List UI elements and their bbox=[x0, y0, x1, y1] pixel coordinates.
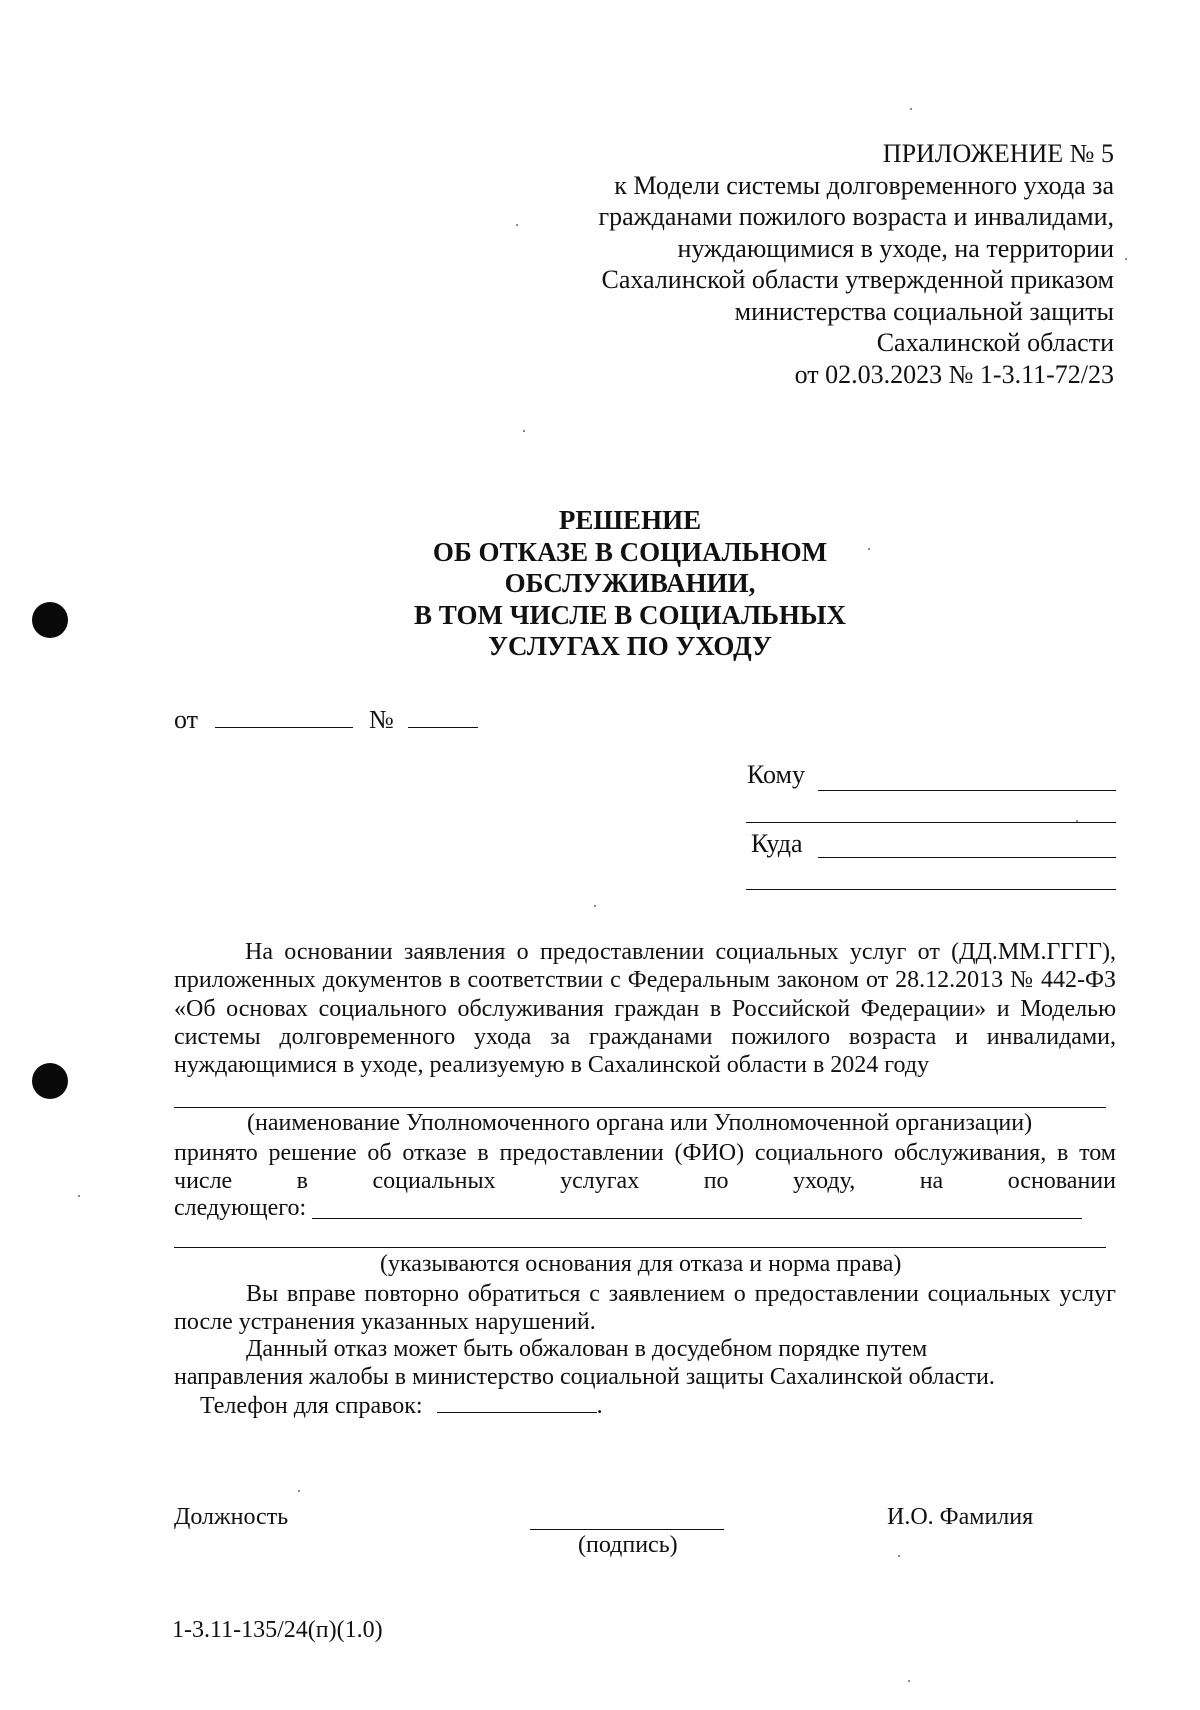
title-line: ОБСЛУЖИВАНИИ, bbox=[504, 568, 756, 598]
name-label: И.О. Фамилия bbox=[887, 1504, 1034, 1530]
phone-end: . bbox=[596, 1393, 603, 1419]
scan-speck bbox=[898, 1555, 900, 1557]
from-label: от bbox=[174, 705, 199, 734]
number-field[interactable] bbox=[408, 705, 478, 728]
signature-caption: (подпись) bbox=[578, 1532, 678, 1558]
to-label: Кому bbox=[747, 760, 806, 789]
number-label: № bbox=[369, 705, 394, 734]
repeat-paragraph-line: после устранения указанных нарушений. bbox=[174, 1309, 596, 1335]
authority-caption: (наименование Уполномоченного органа или Уполномоченной организации) bbox=[247, 1110, 1033, 1136]
where-field[interactable] bbox=[818, 857, 1116, 858]
title-line: РЕШЕНИЕ bbox=[558, 505, 702, 535]
basis-paragraph-line: системы долговременного ухода за гражданами пожилого возраста и инвалидами, bbox=[174, 1024, 1116, 1050]
where-field-line2[interactable] bbox=[746, 889, 1116, 890]
appendix-line: гражданами пожилого возраста и инвалидами, bbox=[598, 202, 1114, 231]
position-label: Должность bbox=[174, 1504, 289, 1530]
appendix-header bbox=[474, 138, 1114, 390]
punch-hole bbox=[32, 602, 68, 638]
appendix-line: ПРИЛОЖЕНИЕ № 5 bbox=[882, 139, 1114, 168]
scan-speck bbox=[910, 108, 912, 110]
phone-line bbox=[200, 1393, 603, 1420]
grounds-label: следующего: bbox=[174, 1195, 307, 1221]
basis-paragraph-line: На основании заявления о предоставлении социальных услуг от (ДД.ММ.ГГГГ), bbox=[245, 939, 1116, 965]
where-label: Куда bbox=[751, 829, 803, 858]
phone-field[interactable] bbox=[437, 1394, 597, 1413]
title-line: УСЛУГАХ ПО УХОДУ bbox=[488, 631, 772, 661]
scan-speck bbox=[298, 1490, 300, 1492]
document-code: 1-3.11-135/24(п)(1.0) bbox=[172, 1617, 383, 1643]
grounds-field[interactable] bbox=[312, 1218, 1082, 1219]
to-field[interactable] bbox=[818, 790, 1116, 791]
title-line: В ТОМ ЧИСЛЕ В СОЦИАЛЬНЫХ bbox=[414, 599, 846, 630]
grounds-caption: (указываются основания для отказа и норма права) bbox=[380, 1251, 902, 1277]
appendix-line: Сахалинской области утвержденной приказом bbox=[601, 265, 1114, 294]
decision-paragraph-line: числе в социальных услугах по уходу, на основании bbox=[174, 1168, 1116, 1194]
appeal-paragraph-line: Данный отказ может быть обжалован в досудебном порядке путем bbox=[246, 1336, 928, 1362]
appendix-line: от 02.03.2023 № 1-3.11-72/23 bbox=[794, 359, 1114, 389]
scan-speck bbox=[908, 1680, 910, 1682]
scan-speck bbox=[1125, 258, 1127, 260]
phone-label: Телефон для справок: bbox=[200, 1393, 423, 1419]
grounds-field-line2[interactable] bbox=[174, 1247, 1106, 1248]
date-field[interactable] bbox=[215, 705, 353, 728]
signature-field[interactable] bbox=[530, 1529, 724, 1530]
scan-speck bbox=[523, 430, 525, 432]
appendix-line: нуждающимися в уходе, на территории bbox=[677, 233, 1114, 263]
scan-speck bbox=[78, 1195, 80, 1197]
to-field-line2[interactable] bbox=[746, 822, 1116, 823]
title-line: ОБ ОТКАЗЕ В СОЦИАЛЬНОМ bbox=[432, 536, 828, 567]
authority-field[interactable] bbox=[174, 1107, 1106, 1108]
repeat-paragraph-line: Вы вправе повторно обратиться с заявлением о предоставлении социальных услуг bbox=[246, 1281, 1116, 1307]
appendix-line: министерства социальной защиты bbox=[734, 296, 1114, 326]
punch-hole bbox=[32, 1063, 68, 1099]
basis-paragraph-line: приложенных документов в соответствии с Федеральным законом от 28.12.2013 № 442-ФЗ bbox=[174, 967, 1116, 993]
decision-paragraph-line: принято решение об отказе в предоставлении (ФИО) социального обслуживания, в том bbox=[174, 1140, 1116, 1166]
document-title bbox=[380, 505, 880, 663]
scan-speck bbox=[594, 905, 596, 907]
date-number-line bbox=[174, 705, 478, 735]
appendix-line: к Модели системы долговременного ухода за bbox=[614, 170, 1114, 200]
basis-paragraph-line: нуждающимися в уходе, реализуемую в Сахалинской области в 2024 году bbox=[174, 1052, 930, 1078]
appeal-paragraph-line: направления жалобы в министерство социальной защиты Сахалинской области. bbox=[174, 1364, 995, 1390]
basis-paragraph-line: «Об основах социального обслуживания граждан в Российской Федерации» и Моделью bbox=[174, 996, 1116, 1022]
appendix-line: Сахалинской области bbox=[876, 328, 1114, 357]
